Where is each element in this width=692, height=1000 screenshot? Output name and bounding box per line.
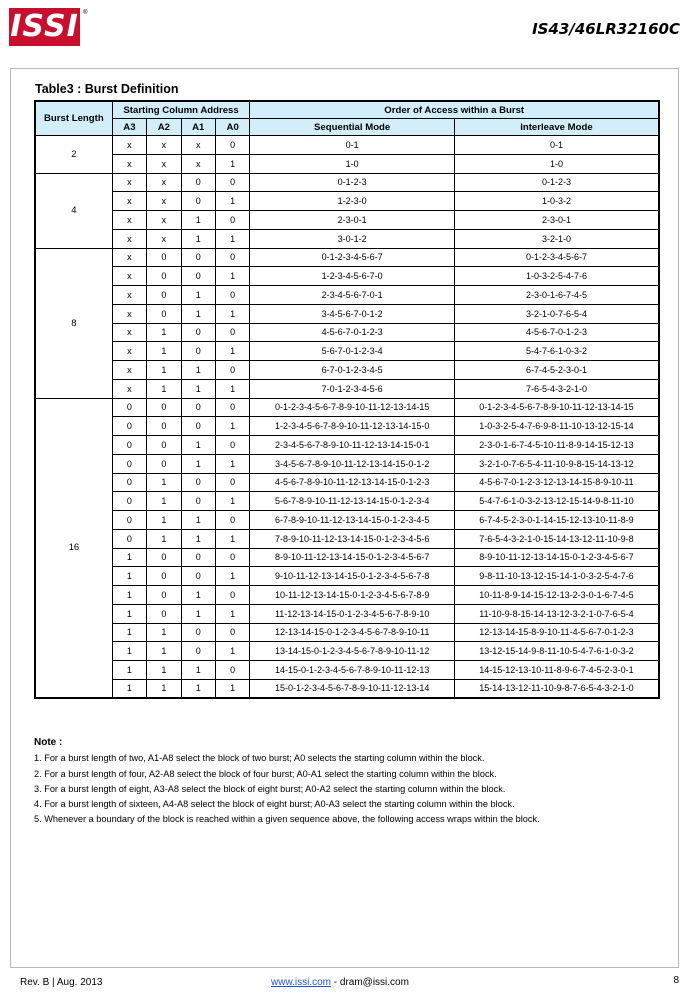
table-row [35, 304, 659, 323]
cell-a3: 1 [112, 586, 146, 605]
cell-a2: 0 [147, 586, 181, 605]
cell-sequential: 5-6-7-0-1-2-3-4 [250, 342, 455, 361]
issi-logo [9, 8, 80, 46]
cell-a0: 1 [215, 229, 249, 248]
cell-interleave: 7-6-5-4-3-2-1-0 [454, 379, 659, 398]
table-row [35, 623, 659, 642]
cell-a3: x [112, 154, 146, 173]
cell-a2: 1 [147, 529, 181, 548]
cell-a0: 1 [215, 679, 249, 698]
cell-interleave: 3-2-1-0 [454, 229, 659, 248]
cell-a3: 0 [112, 398, 146, 417]
cell-a2: 1 [147, 379, 181, 398]
cell-a2: x [147, 154, 181, 173]
cell-a3: x [112, 136, 146, 155]
table-row [35, 248, 659, 267]
cell-a1: 0 [181, 192, 215, 211]
cell-a2: x [147, 192, 181, 211]
cell-a2: 0 [147, 304, 181, 323]
note-item: 5. Whenever a boundary of the block is reached within a given sequence above, the following access wraps within the block. [34, 814, 540, 825]
cell-interleave: 5-4-7-6-1-0-3-2 [454, 342, 659, 361]
table-row [35, 192, 659, 211]
cell-a3: 0 [112, 417, 146, 436]
cell-a1: 1 [181, 211, 215, 230]
cell-a0: 1 [215, 304, 249, 323]
cell-a2: 0 [147, 417, 181, 436]
header-a3: A3 [112, 119, 146, 136]
cell-a1: 0 [181, 267, 215, 286]
note-item: 2. For a burst length of four, A2-A8 select the block of four burst; A0-A1 select the starting column within the block. [34, 768, 497, 779]
cell-a3: 1 [112, 623, 146, 642]
cell-interleave: 3-2-1-0-7-6-5-4-11-10-9-8-15-14-13-12 [454, 454, 659, 473]
cell-a3: x [112, 361, 146, 380]
table-row [35, 436, 659, 455]
cell-a0: 0 [215, 248, 249, 267]
header-sequential-mode: Sequential Mode [250, 119, 455, 136]
cell-a2: 1 [147, 511, 181, 530]
cell-a0: 1 [215, 267, 249, 286]
cell-a2: 1 [147, 623, 181, 642]
cell-sequential: 12-13-14-15-0-1-2-3-4-5-6-7-8-9-10-11 [250, 623, 455, 642]
logo-text: ISSI [10, 9, 79, 44]
cell-a1: x [181, 136, 215, 155]
cell-a1: 0 [181, 548, 215, 567]
header-a1: A1 [181, 119, 215, 136]
cell-sequential: 3-0-1-2 [250, 229, 455, 248]
cell-a3: 1 [112, 642, 146, 661]
cell-a0: 0 [215, 586, 249, 605]
cell-a3: 0 [112, 473, 146, 492]
cell-a0: 0 [215, 211, 249, 230]
header-a2: A2 [147, 119, 181, 136]
cell-a3: x [112, 342, 146, 361]
table-row [35, 361, 659, 380]
cell-a3: 0 [112, 529, 146, 548]
note-item: 4. For a burst length of sixteen, A4-A8 select the block of eight burst; A0-A3 select the starting column within the block. [34, 799, 515, 810]
footer-email: - dram@issi.com [331, 977, 409, 988]
cell-a2: 0 [147, 436, 181, 455]
table-title: Table3 : Burst Definition [35, 82, 179, 96]
cell-interleave: 2-3-0-1-6-7-4-5 [454, 286, 659, 305]
cell-interleave: 9-8-11-10-13-12-15-14-1-0-3-2-5-4-7-6 [454, 567, 659, 586]
cell-a2: 0 [147, 248, 181, 267]
cell-a2: x [147, 136, 181, 155]
cell-a1: 1 [181, 661, 215, 680]
cell-a2: 1 [147, 323, 181, 342]
note-item: 3. For a burst length of eight, A3-A8 select the block of eight burst; A0-A2 select the starting column within the block. [34, 783, 506, 794]
cell-burst-length: 8 [35, 248, 112, 398]
table-row [35, 267, 659, 286]
cell-sequential: 2-3-4-5-6-7-0-1 [250, 286, 455, 305]
cell-sequential: 8-9-10-11-12-13-14-15-0-1-2-3-4-5-6-7 [250, 548, 455, 567]
cell-interleave: 1-0 [454, 154, 659, 173]
cell-interleave: 6-7-4-5-2-3-0-1-14-15-12-13-10-11-8-9 [454, 511, 659, 530]
cell-interleave: 12-13-14-15-8-9-10-11-4-5-6-7-0-1-2-3 [454, 623, 659, 642]
table-row [35, 379, 659, 398]
cell-a0: 1 [215, 342, 249, 361]
table-row [35, 454, 659, 473]
cell-a3: 1 [112, 661, 146, 680]
cell-a3: x [112, 173, 146, 192]
cell-interleave: 7-6-5-4-3-2-1-0-15-14-13-12-11-10-9-8 [454, 529, 659, 548]
cell-sequential: 7-0-1-2-3-4-5-6 [250, 379, 455, 398]
cell-sequential: 0-1-2-3 [250, 173, 455, 192]
table-row [35, 567, 659, 586]
cell-a0: 0 [215, 548, 249, 567]
cell-a1: 0 [181, 417, 215, 436]
cell-a2: 0 [147, 454, 181, 473]
table-row [35, 286, 659, 305]
table-row [35, 323, 659, 342]
table-row [35, 604, 659, 623]
cell-a3: x [112, 248, 146, 267]
cell-a3: x [112, 267, 146, 286]
cell-sequential: 0-1-2-3-4-5-6-7 [250, 248, 455, 267]
footer-contact [271, 977, 409, 988]
cell-a0: 0 [215, 436, 249, 455]
cell-interleave: 0-1-2-3-4-5-6-7-8-9-10-11-12-13-14-15 [454, 398, 659, 417]
cell-a0: 0 [215, 511, 249, 530]
table-row [35, 586, 659, 605]
cell-a1: 1 [181, 304, 215, 323]
cell-a3: x [112, 211, 146, 230]
cell-interleave: 2-3-0-1 [454, 211, 659, 230]
table-row [35, 154, 659, 173]
cell-interleave: 14-15-12-13-10-11-8-9-6-7-4-5-2-3-0-1 [454, 661, 659, 680]
cell-a2: 0 [147, 567, 181, 586]
cell-a2: x [147, 229, 181, 248]
cell-a0: 1 [215, 604, 249, 623]
cell-interleave: 11-10-9-8-15-14-13-12-3-2-1-0-7-6-5-4 [454, 604, 659, 623]
cell-a3: 0 [112, 511, 146, 530]
cell-a3: 1 [112, 548, 146, 567]
table-row [35, 417, 659, 436]
cell-a2: 1 [147, 473, 181, 492]
table-row [35, 642, 659, 661]
cell-a2: 1 [147, 492, 181, 511]
cell-a0: 0 [215, 623, 249, 642]
cell-interleave: 6-7-4-5-2-3-0-1 [454, 361, 659, 380]
footer-revision: Rev. B | Aug. 2013 [20, 977, 103, 988]
cell-a0: 1 [215, 192, 249, 211]
cell-burst-length: 2 [35, 136, 112, 174]
cell-interleave: 13-12-15-14-9-8-11-10-5-4-7-6-1-0-3-2 [454, 642, 659, 661]
cell-a0: 0 [215, 398, 249, 417]
cell-a3: 1 [112, 567, 146, 586]
part-number: IS43/46LR32160C [532, 20, 680, 38]
cell-sequential: 4-5-6-7-0-1-2-3 [250, 323, 455, 342]
cell-a0: 0 [215, 661, 249, 680]
cell-a1: 1 [181, 529, 215, 548]
cell-a3: 1 [112, 604, 146, 623]
cell-sequential: 2-3-4-5-6-7-8-9-10-11-12-13-14-15-0-1 [250, 436, 455, 455]
table-row [35, 473, 659, 492]
table-row [35, 398, 659, 417]
cell-a3: 0 [112, 436, 146, 455]
cell-a0: 0 [215, 286, 249, 305]
cell-sequential: 3-4-5-6-7-8-9-10-11-12-13-14-15-0-1-2 [250, 454, 455, 473]
table-row [35, 173, 659, 192]
cell-interleave: 10-11-8-9-14-15-12-13-2-3-0-1-6-7-4-5 [454, 586, 659, 605]
cell-a0: 1 [215, 567, 249, 586]
cell-a0: 0 [215, 173, 249, 192]
cell-interleave: 1-0-3-2 [454, 192, 659, 211]
table-row [35, 229, 659, 248]
cell-a2: 1 [147, 679, 181, 698]
cell-interleave: 8-9-10-11-12-13-14-15-0-1-2-3-4-5-6-7 [454, 548, 659, 567]
cell-a3: x [112, 379, 146, 398]
cell-sequential: 13-14-15-0-1-2-3-4-5-6-7-8-9-10-11-12 [250, 642, 455, 661]
cell-sequential: 15-0-1-2-3-4-5-6-7-8-9-10-11-12-13-14 [250, 679, 455, 698]
cell-a2: 0 [147, 548, 181, 567]
cell-a1: 1 [181, 436, 215, 455]
cell-a0: 0 [215, 323, 249, 342]
cell-a1: 1 [181, 361, 215, 380]
cell-a0: 1 [215, 642, 249, 661]
cell-a2: 0 [147, 267, 181, 286]
cell-a2: 0 [147, 398, 181, 417]
header-burst-length: Burst Length [35, 101, 112, 136]
header-a0: A0 [215, 119, 249, 136]
cell-a3: 1 [112, 679, 146, 698]
table-row [35, 342, 659, 361]
cell-sequential: 14-15-0-1-2-3-4-5-6-7-8-9-10-11-12-13 [250, 661, 455, 680]
cell-burst-length: 16 [35, 398, 112, 698]
cell-interleave: 3-2-1-0-7-6-5-4 [454, 304, 659, 323]
cell-a0: 0 [215, 361, 249, 380]
cell-a1: 1 [181, 511, 215, 530]
cell-sequential: 9-10-11-12-13-14-15-0-1-2-3-4-5-6-7-8 [250, 567, 455, 586]
cell-a3: x [112, 192, 146, 211]
cell-sequential: 6-7-8-9-10-11-12-13-14-15-0-1-2-3-4-5 [250, 511, 455, 530]
cell-a0: 1 [215, 379, 249, 398]
cell-sequential: 6-7-0-1-2-3-4-5 [250, 361, 455, 380]
cell-a1: x [181, 154, 215, 173]
cell-a1: 0 [181, 473, 215, 492]
cell-interleave: 0-1-2-3-4-5-6-7 [454, 248, 659, 267]
cell-a3: x [112, 304, 146, 323]
cell-interleave: 4-5-6-7-0-1-2-3 [454, 323, 659, 342]
website-link[interactable]: www.issi.com [271, 977, 332, 988]
cell-a1: 1 [181, 379, 215, 398]
table-row [35, 136, 659, 155]
table-row [35, 511, 659, 530]
cell-a3: 0 [112, 454, 146, 473]
cell-sequential: 7-8-9-10-11-12-13-14-15-0-1-2-3-4-5-6 [250, 529, 455, 548]
table-row [35, 492, 659, 511]
cell-sequential: 1-2-3-4-5-6-7-8-9-10-11-12-13-14-15-0 [250, 417, 455, 436]
cell-interleave: 0-1 [454, 136, 659, 155]
cell-a1: 1 [181, 229, 215, 248]
table-row [35, 679, 659, 698]
cell-a2: x [147, 173, 181, 192]
cell-a1: 0 [181, 492, 215, 511]
cell-sequential: 3-4-5-6-7-0-1-2 [250, 304, 455, 323]
table-body [35, 136, 659, 699]
registered-mark: ® [83, 10, 88, 16]
cell-a1: 0 [181, 248, 215, 267]
cell-a0: 0 [215, 473, 249, 492]
cell-a3: x [112, 229, 146, 248]
cell-sequential: 0-1-2-3-4-5-6-7-8-9-10-11-12-13-14-15 [250, 398, 455, 417]
table-row [35, 548, 659, 567]
cell-interleave: 2-3-0-1-6-7-4-5-10-11-8-9-14-15-12-13 [454, 436, 659, 455]
header-interleave-mode: Interleave Mode [454, 119, 659, 136]
table-row [35, 211, 659, 230]
cell-a2: 1 [147, 642, 181, 661]
table-row [35, 529, 659, 548]
cell-a0: 1 [215, 492, 249, 511]
burst-definition-table [34, 100, 660, 699]
cell-a1: 0 [181, 642, 215, 661]
cell-a1: 0 [181, 323, 215, 342]
notes [34, 735, 540, 828]
cell-a2: 1 [147, 361, 181, 380]
cell-sequential: 1-2-3-0 [250, 192, 455, 211]
cell-sequential: 2-3-0-1 [250, 211, 455, 230]
cell-a1: 1 [181, 604, 215, 623]
cell-sequential: 10-11-12-13-14-15-0-1-2-3-4-5-6-7-8-9 [250, 586, 455, 605]
cell-a0: 1 [215, 529, 249, 548]
cell-a0: 0 [215, 136, 249, 155]
cell-a3: x [112, 286, 146, 305]
cell-a2: 1 [147, 342, 181, 361]
cell-interleave: 1-0-3-2-5-4-7-6 [454, 267, 659, 286]
cell-a2: 0 [147, 604, 181, 623]
cell-a1: 1 [181, 454, 215, 473]
cell-interleave: 0-1-2-3 [454, 173, 659, 192]
cell-burst-length: 4 [35, 173, 112, 248]
cell-a2: 0 [147, 286, 181, 305]
cell-sequential: 1-0 [250, 154, 455, 173]
cell-a1: 0 [181, 173, 215, 192]
cell-interleave: 4-5-6-7-0-1-2-3-12-13-14-15-8-9-10-11 [454, 473, 659, 492]
header-starting-column-address: Starting Column Address [112, 101, 250, 119]
cell-sequential: 5-6-7-8-9-10-11-12-13-14-15-0-1-2-3-4 [250, 492, 455, 511]
cell-interleave: 1-0-3-2-5-4-7-6-9-8-11-10-13-12-15-14 [454, 417, 659, 436]
cell-a1: 1 [181, 586, 215, 605]
cell-a0: 1 [215, 454, 249, 473]
cell-a0: 1 [215, 417, 249, 436]
note-item: 1. For a burst length of two, A1-A8 select the block of two burst; A0 selects the starting column within the block. [34, 753, 485, 764]
table-row [35, 661, 659, 680]
cell-a1: 1 [181, 679, 215, 698]
notes-title: Note : [34, 737, 63, 748]
page-number: 8 [673, 975, 679, 986]
cell-a2: x [147, 211, 181, 230]
cell-a1: 0 [181, 342, 215, 361]
cell-sequential: 11-12-13-14-15-0-1-2-3-4-5-6-7-8-9-10 [250, 604, 455, 623]
cell-sequential: 1-2-3-4-5-6-7-0 [250, 267, 455, 286]
cell-a1: 0 [181, 398, 215, 417]
cell-a1: 0 [181, 623, 215, 642]
cell-a2: 1 [147, 661, 181, 680]
cell-sequential: 0-1 [250, 136, 455, 155]
cell-a1: 0 [181, 567, 215, 586]
cell-interleave: 5-4-7-6-1-0-3-2-13-12-15-14-9-8-11-10 [454, 492, 659, 511]
cell-a1: 1 [181, 286, 215, 305]
cell-a3: x [112, 323, 146, 342]
cell-a3: 0 [112, 492, 146, 511]
cell-interleave: 15-14-13-12-11-10-9-8-7-6-5-4-3-2-1-0 [454, 679, 659, 698]
header-order-of-access: Order of Access within a Burst [250, 101, 659, 119]
cell-a0: 1 [215, 154, 249, 173]
cell-sequential: 4-5-6-7-8-9-10-11-12-13-14-15-0-1-2-3 [250, 473, 455, 492]
